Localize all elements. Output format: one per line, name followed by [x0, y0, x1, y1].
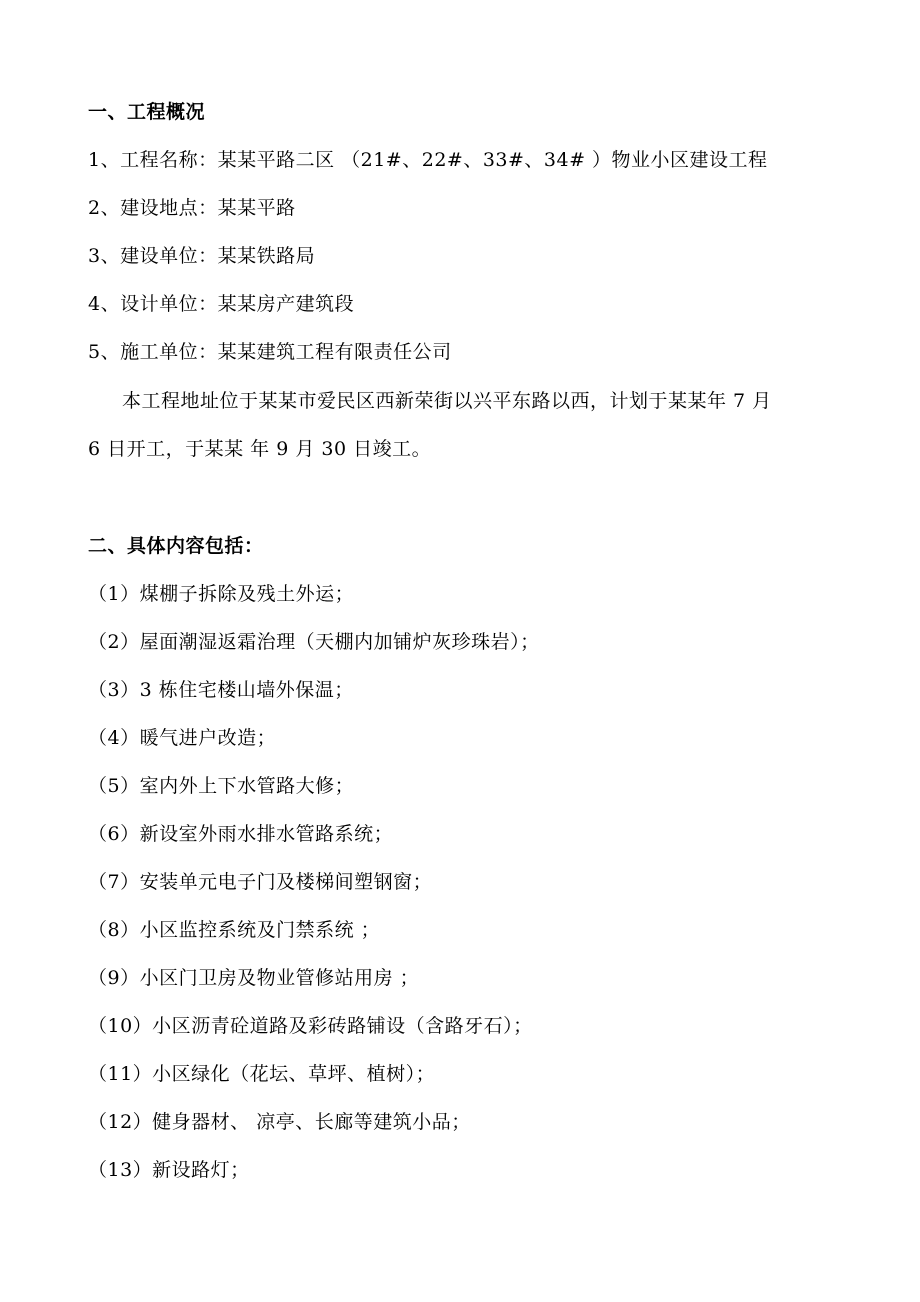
section-1-heading: 一、工程概况 — [88, 101, 206, 123]
content-item: （9）小区门卫房及物业管修站用房 ； — [88, 967, 420, 989]
content-item: （12）健身器材、 凉亭、长廊等建筑小品； — [88, 1111, 471, 1133]
content-item: （5）室内外上下水管路大修； — [88, 775, 355, 797]
content-item: （2）屋面潮湿返霜治理（天棚内加铺炉灰珍珠岩）； — [88, 631, 540, 653]
construction-unit-line: 3、建设单位：某某铁路局 — [88, 245, 316, 267]
contractor-unit-line: 5、施工单位：某某建筑工程有限责任公司 — [88, 341, 452, 363]
content-item: （3）3 栋住宅楼山墙外保温； — [88, 679, 354, 701]
content-item: （11）小区绿化（花坛、草坪、植树）； — [88, 1063, 436, 1085]
content-item: （8）小区监控系统及门禁系统 ； — [88, 919, 381, 941]
project-name-line: 1、工程名称：某某平路二区 （21#、22#、33#、34# ）物业小区建设工程 — [88, 149, 768, 171]
content-item: （6）新设室外雨水排水管路系统； — [88, 823, 394, 845]
content-item: （7）安装单元电子门及楼梯间塑钢窗； — [88, 871, 433, 893]
content-item: （10）小区沥青砼道路及彩砖路铺设（含路牙石）； — [88, 1015, 533, 1037]
section-2-heading: 二、具体内容包括： — [88, 535, 264, 557]
content-item: （1）煤棚子拆除及残土外运； — [88, 583, 355, 605]
content-item: （4）暖气进户改造； — [88, 727, 277, 749]
content-item: （13）新设路灯； — [88, 1159, 250, 1181]
design-unit-line: 4、设计单位：某某房产建筑段 — [88, 293, 355, 315]
overview-paragraph-line-1: 本工程地址位于某某市爱民区西新荣街以兴平东路以西，计划于某某年 7 月 — [122, 390, 772, 412]
overview-paragraph-line-2: 6 日开工，于某某 年 9 月 30 日竣工。 — [88, 438, 432, 460]
construction-site-line: 2、建设地点：某某平路 — [88, 197, 296, 219]
